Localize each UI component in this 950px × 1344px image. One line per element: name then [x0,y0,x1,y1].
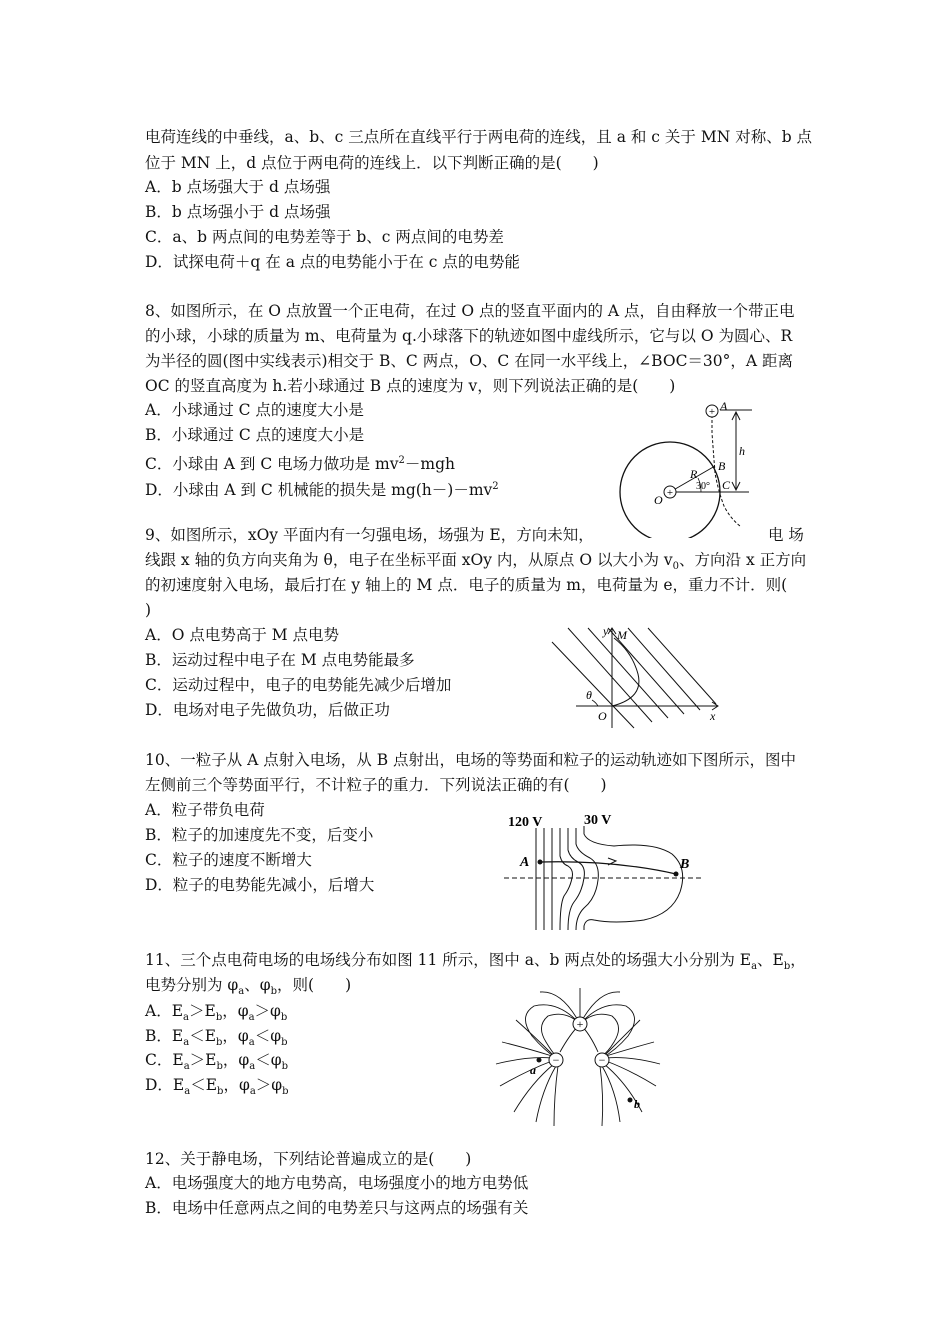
q8-option-d-text: D．小球由 A 到 C 机械能的损失是 mg(h－)－mv [145,481,493,500]
q11-line1-mid: 、E [757,951,784,969]
q11-line1-text: 11、三个点电荷电场的电场线分布如图 11 所示，图中 a、b 两点处的场强大小分别为 E [145,951,752,969]
q11-opt-b-p2: ＜E [189,1027,217,1045]
q8-fig-label-r: R [690,467,698,481]
q8-line4: OC 的竖直高度为 h.若小球通过 B 点的速度为 v，则下列说法正确的是( ) [145,377,676,395]
q10-fig-label-120v: 120 V [508,815,543,830]
q11-opt-b-p7: b [281,1037,288,1049]
q11-opt-a-p0: A．E [145,1002,184,1020]
q8-fig-angle: 30° [696,481,710,492]
q9-line1-right: 电 场 [768,526,804,544]
q8-option-d-sup: 2 [492,481,499,492]
q11-line2-sub2: b [270,986,278,998]
q11-opt-b-p4: ，φ [222,1027,249,1045]
q9-line3: 的初速度射入电场，最后打在 y 轴上的 M 点．电子的质量为 m，电荷量为 e，重力不计．则( [145,576,788,594]
q7-option-b: B．b 点场强小于 d 点场强 [145,203,331,221]
q9-line2-text2: 、方向沿 x 正方向 [679,551,807,569]
q10-fig-label-b: B [680,857,690,872]
q11-option-c [145,1050,288,1077]
q11-opt-d-p2: ＜E [190,1076,218,1094]
q11-opt-d-p5: a [249,1086,256,1098]
q12-option-a: A．电场强度大的地方电势高，电场强度小的地方电势低 [145,1174,529,1192]
q8-option-d [145,477,499,500]
q11-opt-c-p0: C．E [145,1051,184,1069]
q11-opt-a-p1: a [183,1012,189,1024]
q9-option-d: D．电场对电子先做负功，后做正功 [145,701,390,719]
q8-fig-label-c: C [722,478,731,492]
q11-line1-end: ， [790,951,806,969]
q10-option-d: D．粒子的电势能先减小，后增大 [145,876,375,894]
q9-option-b: B．运动过程中电子在 M 点电势能最多 [145,651,415,669]
q9-option-a: A．O 点电势高于 M 点电势 [145,626,340,644]
q11-opt-d-p3: b [217,1086,224,1098]
q11-opt-d-p0: D．E [145,1076,185,1094]
q11-option-a [145,1001,287,1028]
q8-fig-label-a: A [720,399,728,413]
q10-line1: 10、一粒子从 A 点射入电场，从 B 点射出，电场的等势面和粒子的运动轨迹如下图所示，图中 [145,751,797,769]
q11-line1-sub2: b [783,961,791,973]
q11-fig-minus-left: − [552,1053,560,1067]
q8-fig-plus-top: + [708,406,716,418]
q10-option-b: B．粒子的加速度先不变，后变小 [145,826,374,844]
q11-opt-d-p6: ＞φ [255,1076,283,1094]
q11-fig-label-b: b [634,1097,640,1111]
q9-fig-label-m: M [617,628,627,642]
q8-option-a: A．小球通过 C 点的速度大小是 [145,401,364,419]
q8-option-c [145,451,455,474]
q9-option-c: C．运动过程中，电子的电势能先减少后增加 [145,676,452,694]
q11-line2-text: 电势分别为 φ [145,976,239,994]
q11-fig-label-a: a [530,1063,536,1077]
q11-opt-d-p7: b [282,1086,289,1098]
q9-fig-label-theta: θ [586,688,592,702]
q7-line2: 位于 MN 上，d 点位于两电荷的连线上．以下判断正确的是( ) [145,154,599,172]
q8-option-c-text2: －mgh [404,455,455,474]
q8-option-c-text: C．小球由 A 到 C 电场力做功是 mv [145,455,399,474]
q8-fig-plus-center: + [666,487,674,499]
q7-option-a: A．b 点场强大于 d 点场强 [145,178,331,196]
q11-opt-c-p4: ，φ [222,1051,250,1069]
q11-line1-sub1: a [751,961,758,973]
q8-line3: 为半径的圆(图中实线表示)相交于 B、C 两点，O、C 在同一水平线上，∠BOC＝30°，A 距离 [145,352,794,370]
q11-line1 [145,950,806,977]
q8-line1: 8、如图所示，在 O 点放置一个正电荷，在过 O 点的竖直平面内的 A 点，自由释放一个带正电 [145,302,795,320]
q11-line2-mid: 、φ [244,976,271,994]
q11-opt-c-p7: b [281,1061,288,1073]
q11-fig-plus: + [576,1017,584,1031]
q10-option-c: C．粒子的速度不断增大 [145,851,312,869]
q7-option-d: D．试探电荷＋q 在 a 点的电势能小于在 c 点的电势能 [145,253,520,271]
q11-opt-a-p4: ，φ [222,1002,249,1020]
q9-line2-sub: 0 [672,561,680,573]
q7-option-c: C．a、b 两点间的电势差等于 b、c 两点间的电势差 [145,228,504,246]
q8-fig-label-o: O [654,493,663,507]
q12-line1: 12、关于静电场，下列结论普遍成立的是( ) [145,1150,472,1168]
q11-opt-a-p7: b [280,1012,288,1024]
q9-line2 [145,550,806,577]
q9-figure [548,622,730,732]
q11-option-d [145,1075,289,1102]
q12-option-b: B．电场中任意两点之间的电势差只与这两点的场强有关 [145,1199,529,1217]
q10-option-a: A．粒子带负电荷 [145,801,265,819]
q11-opt-a-p6: ＞φ [254,1002,281,1020]
q11-opt-a-p2: ＞E [188,1002,216,1020]
q11-opt-b-p5: a [248,1037,255,1049]
q11-line2-sub1: a [238,986,245,998]
q11-line2-end: ，则( ) [277,976,352,994]
q9-line2-text: 线跟 x 轴的负方向夹角为 θ，电子在坐标平面 xOy 内，从原点 O 以大小为 v [145,551,673,569]
q11-line2 [145,975,351,1002]
q11-opt-b-p1: a [183,1037,190,1049]
q11-opt-c-p1: a [183,1061,190,1073]
q11-opt-b-p3: b [216,1037,223,1049]
q11-opt-c-p5: a [249,1061,256,1073]
q9-fig-label-x: x [710,709,716,723]
q9-line4: ) [145,601,152,619]
q9-line1-left: 9、如图所示，xOy 平面内有一匀强电场，场强为 E，方向未知， [145,526,594,544]
q8-option-b: B．小球通过 C 点的速度大小是 [145,426,365,444]
q11-opt-c-p2: ＞E [189,1051,217,1069]
q10-line2: 左侧前三个等势面平行，不计粒子的重力．下列说法正确的有( ) [145,776,607,794]
q11-fig-minus-right: − [598,1053,606,1067]
q8-figure [612,398,787,538]
q8-line2: 的小球，小球的质量为 m、电荷量为 q.小球落下的轨迹如图中虚线所示，它与以 O 为圆心、R [145,327,793,345]
q11-opt-a-p5: a [248,1012,255,1024]
q11-opt-d-p1: a [184,1086,191,1098]
q11-figure [492,986,664,1128]
q11-opt-b-p6: ＜φ [254,1027,282,1045]
q11-opt-c-p6: ＜φ [255,1051,282,1069]
q11-opt-a-p3: b [215,1012,223,1024]
q7-line1: 电荷连线的中垂线，a、b、c 三点所在直线平行于两电荷的连线，且 a 和 c 关于 MN 对称、b 点 [145,128,813,146]
q10-fig-label-30v: 30 V [584,813,612,828]
q8-fig-label-h: h [739,444,745,458]
q8-fig-label-b: B [718,459,726,473]
q11-opt-c-p3: b [216,1061,223,1073]
q11-opt-b-p0: B．E [145,1027,184,1045]
q9-fig-label-o: O [598,709,607,723]
q10-fig-label-a: A [520,855,530,870]
q10-figure [504,812,704,932]
q11-opt-d-p4: ，φ [223,1076,250,1094]
q8-option-c-sup: 2 [398,455,405,466]
q9-fig-label-y: y [603,624,609,638]
